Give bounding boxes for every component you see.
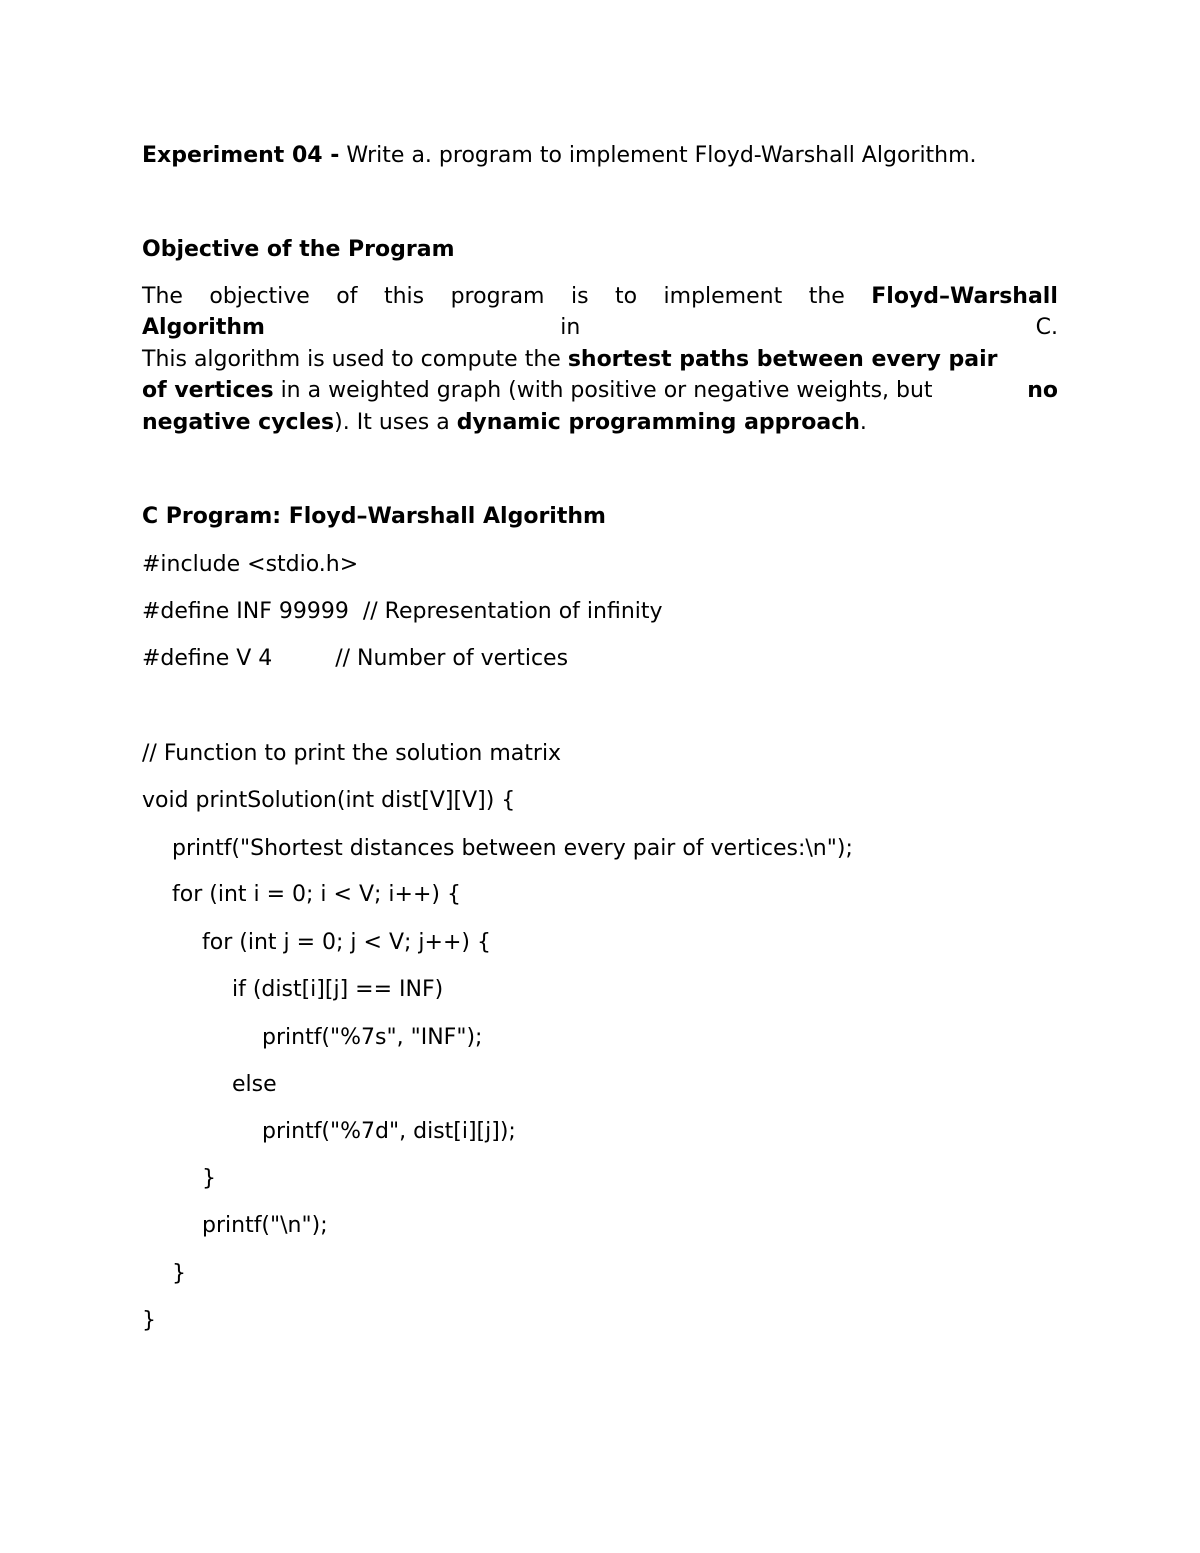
objective-word: in (560, 315, 581, 340)
objective-text: This algorithm is used to compute the (142, 347, 568, 372)
objective-word: The (142, 284, 183, 309)
objective-line-3 (142, 345, 997, 375)
objective-text (142, 376, 940, 406)
code-line: for (int j = 0; j < V; j++) { (202, 930, 491, 955)
objective-word: implement (663, 284, 783, 309)
code-line: // Function to print the solution matrix (142, 741, 562, 766)
objective-word-bold: Algorithm (142, 315, 265, 340)
objective-text-bold: dynamic programming approach (456, 410, 860, 435)
code-line: printf("%7d", dist[i][j]); (262, 1119, 516, 1144)
code-line: printf("\n"); (202, 1213, 328, 1238)
objective-word: of (336, 284, 358, 309)
code-line: #include <stdio.h> (142, 552, 359, 577)
objective-word: this (383, 284, 425, 309)
code-line: printf("%7s", "INF"); (262, 1025, 483, 1050)
experiment-label: Experiment 04 - (142, 143, 340, 168)
code-line: for (int i = 0; i < V; i++) { (172, 882, 461, 907)
code-line: void printSolution(int dist[V][V]) { (142, 788, 516, 813)
objective-line-2 (142, 313, 1058, 343)
program-title: C Program: Floyd–Warshall Algorithm (142, 504, 606, 529)
code-line: #define INF 99999 // Representation of infinity (142, 599, 663, 624)
code-line: } (172, 1261, 186, 1286)
objective-word: program (450, 284, 545, 309)
objective-word: objective (209, 284, 310, 309)
objective-text-plain: in a weighted graph (with positive or negative weights, but (273, 378, 940, 403)
objective-text-bold: negative cycles (142, 410, 335, 435)
objective-word: is (570, 284, 589, 309)
objective-title: Objective of the Program (142, 237, 455, 262)
objective-word: the (808, 284, 845, 309)
objective-text-bold: shortest paths between every pair (567, 347, 998, 372)
objective-line-5 (142, 408, 867, 438)
experiment-heading (142, 141, 977, 171)
objective-text: ). It uses a (334, 410, 457, 435)
experiment-description: Write a. program to implement Floyd-Warshall Algorithm. (339, 143, 977, 168)
code-line: if (dist[i][j] == INF) (232, 977, 444, 1002)
code-line: #define V 4 // Number of vertices (142, 646, 569, 671)
objective-word-bold: Floyd–Warshall (871, 284, 1058, 309)
objective-line-1 (142, 282, 1058, 312)
code-line: printf("Shortest distances between every pair of vertices:\n"); (172, 836, 853, 861)
objective-line-4 (142, 376, 1058, 406)
objective-word: to (614, 284, 638, 309)
code-line: } (202, 1166, 216, 1191)
code-line: else (232, 1072, 277, 1097)
objective-text-bold: of vertices (142, 378, 274, 403)
code-line: } (142, 1308, 156, 1333)
objective-word: C. (1035, 315, 1058, 340)
objective-text: . (859, 410, 867, 435)
objective-text-bold: no (1027, 378, 1058, 403)
